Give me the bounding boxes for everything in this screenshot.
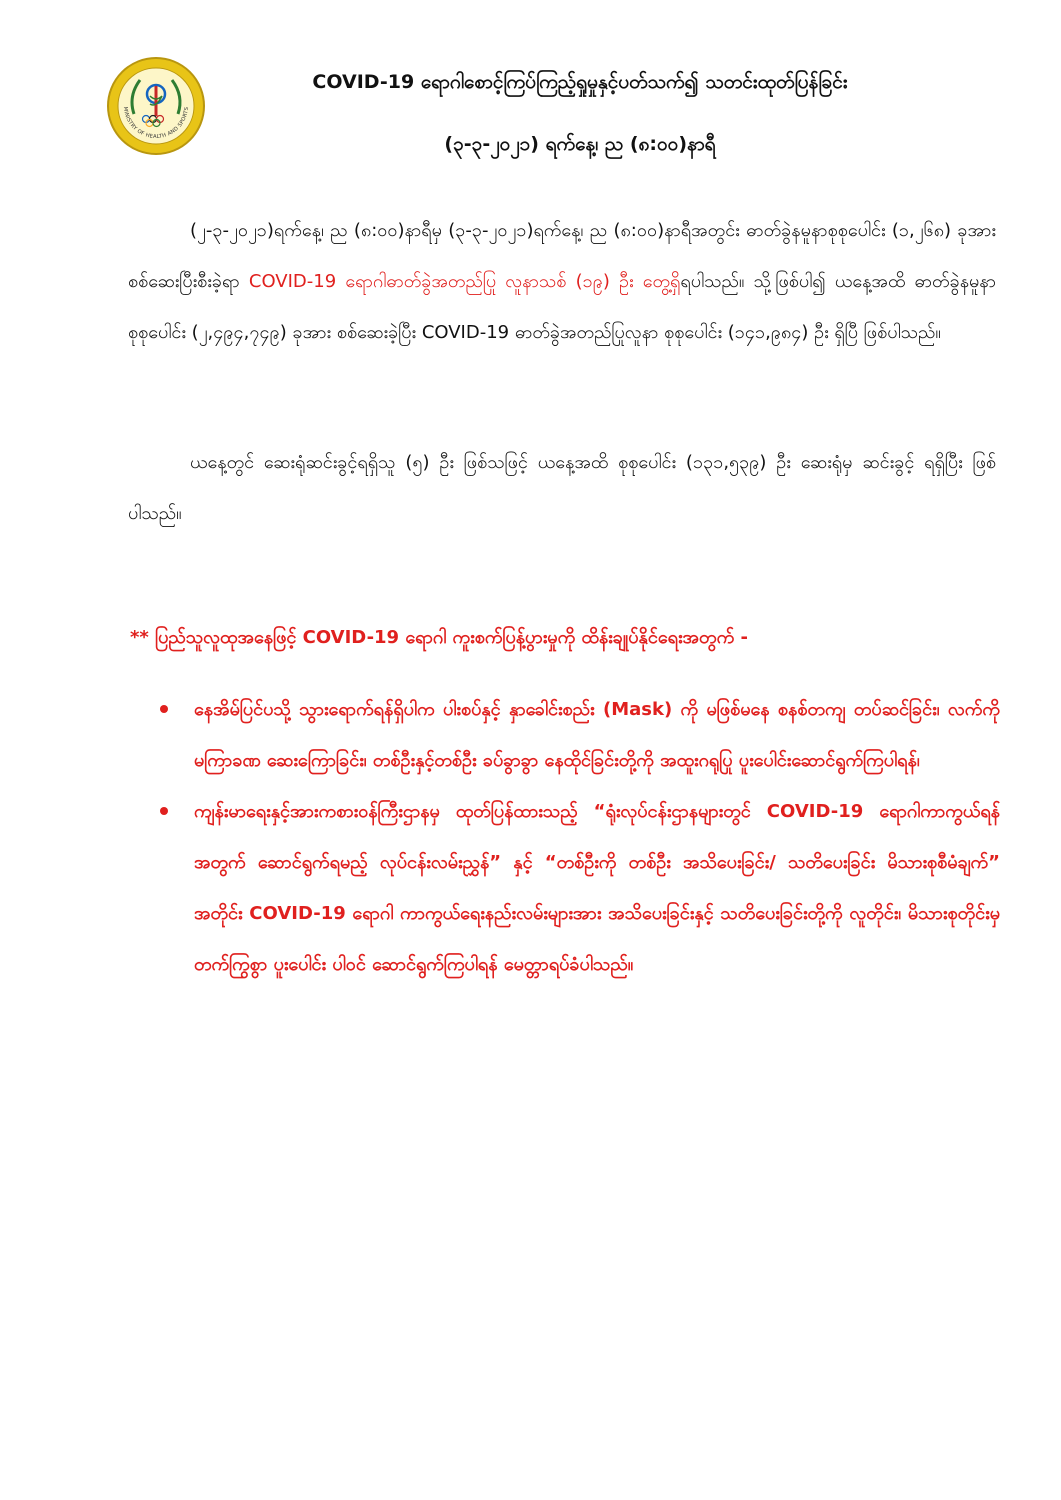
paragraph-text: ရပါသည်။ သို့ဖြစ်ပါ၍ ယနေ့အထိ ဓာတ်ခွဲနမူနာ စုစုပေါင်း (၂,၄၉၄,၇၄၉) ခုအား စစ်ဆေးခဲ့ပြီး COVID-19 ဓာတ်ခွဲအတည်ပြုလူနာ စုစုပေါင်း (၁၄၁,၉၈၄) ဦး ရှိပြီ ဖြစ်ပါသည်။ xyxy=(128,271,997,343)
list-item xyxy=(160,786,1000,990)
bullet-icon xyxy=(160,807,168,815)
ministry-logo xyxy=(106,56,206,156)
paragraph-test-results xyxy=(128,205,996,358)
page-title: COVID-19 ရောဂါစောင့်ကြပ်ကြည့်ရှုမှုနှင့်ပတ်သက်၍ သတင်းထုတ်ပြန်ခြင်း xyxy=(312,71,848,93)
advice-list xyxy=(160,684,1000,990)
bullet-icon xyxy=(160,705,168,713)
new-cases-highlight: COVID-19 ရောဂါဓာတ်ခွဲအတည်ပြု လူနာသစ် (၁၉) ဦး တွေ့ရှိ xyxy=(248,271,681,292)
advice-heading: ** ပြည်သူလူထုအနေဖြင့် COVID-19 ရောဂါ ကူးစက်ပြန့်ပွားမှုကို ထိန်းချုပ်နိုင်ရေးအတွက် - xyxy=(130,627,748,648)
ministry-seal-icon xyxy=(106,56,206,156)
svg-text:MINISTRY OF HEALTH AND SPORTS: MINISTRY OF HEALTH AND SPORTS xyxy=(121,106,191,141)
list-item xyxy=(160,684,1000,786)
paragraph-text: (၂-၃-၂၀၂၁)ရက်နေ့၊ ည (၈:၀၀)နာရီမှ (၃-၃-၂၀၂၁)ရက်နေ့၊ ည (၈:၀၀)နာရီအတွင်း ဓာတ်ခွဲနမူနာစုစုပေါင်း (၁,၂၆၈) ခုအား စစ်ဆေးပြီးစီးခဲ့ရာ xyxy=(128,220,996,292)
list-item-text: နေအိမ်ပြင်ပသို့ သွားရောက်ရန်ရှိပါက ပါးစပ်နှင့် နှာခေါင်းစည်း (Mask) ကို မဖြစ်မနေ စနစ်တကျ တပ်ဆင်ခြင်း၊ လက်ကို မကြာခဏ ဆေးကြောခြင်း၊ တစ်ဦးနှင့်တစ်ဦး ခပ်ခွာခွာ နေထိုင်ခြင်းတို့ကို အထူးဂရုပြု ပူးပေါင်းဆောင်ရွက်ကြပါရန်၊ xyxy=(194,699,1000,771)
paragraph-discharges: ယနေ့တွင် ဆေးရုံဆင်းခွင့်ရရှိသူ (၅) ဦး ဖြစ်သဖြင့် ယနေ့အထိ စုစုပေါင်း (၁၃၁,၅၃၉) ဦး ဆေးရုံမှ ဆင်းခွင့် ရရှိပြီး ဖြစ်ပါသည်။ xyxy=(128,452,996,524)
list-item-text: ကျန်းမာရေးနှင့်အားကစားဝန်ကြီးဌာနမှ ထုတ်ပြန်ထားသည့် “ရုံးလုပ်ငန်းဌာနများတွင် COVID-19 ရောဂါကာကွယ်ရန်အတွက် ဆောင်ရွက်ရမည့် လုပ်ငန်းလမ်းညွှန်” နှင့် “တစ်ဦးကို တစ်ဦး အသိပေးခြင်း/ သတိပေးခြင်း မိသားစုစီမံချက်” အတိုင်း COVID-19 ရောဂါ ကာကွယ်ရေးနည်းလမ်းများအား အသိပေးခြင်းနှင့် သတိပေးခြင်းတို့ကို လူတိုင်း၊ မိသားစုတိုင်းမှ တက်ကြွစွာ ပူးပေါင်း ပါဝင် ဆောင်ရွက်ကြပါရန် မေတ္တာရပ်ခံပါသည်။ xyxy=(194,801,1000,975)
page-subtitle: (၃-၃-၂၀၂၁) ရက်နေ့၊ ည (၈:၀၀)နာရီ xyxy=(444,133,716,155)
